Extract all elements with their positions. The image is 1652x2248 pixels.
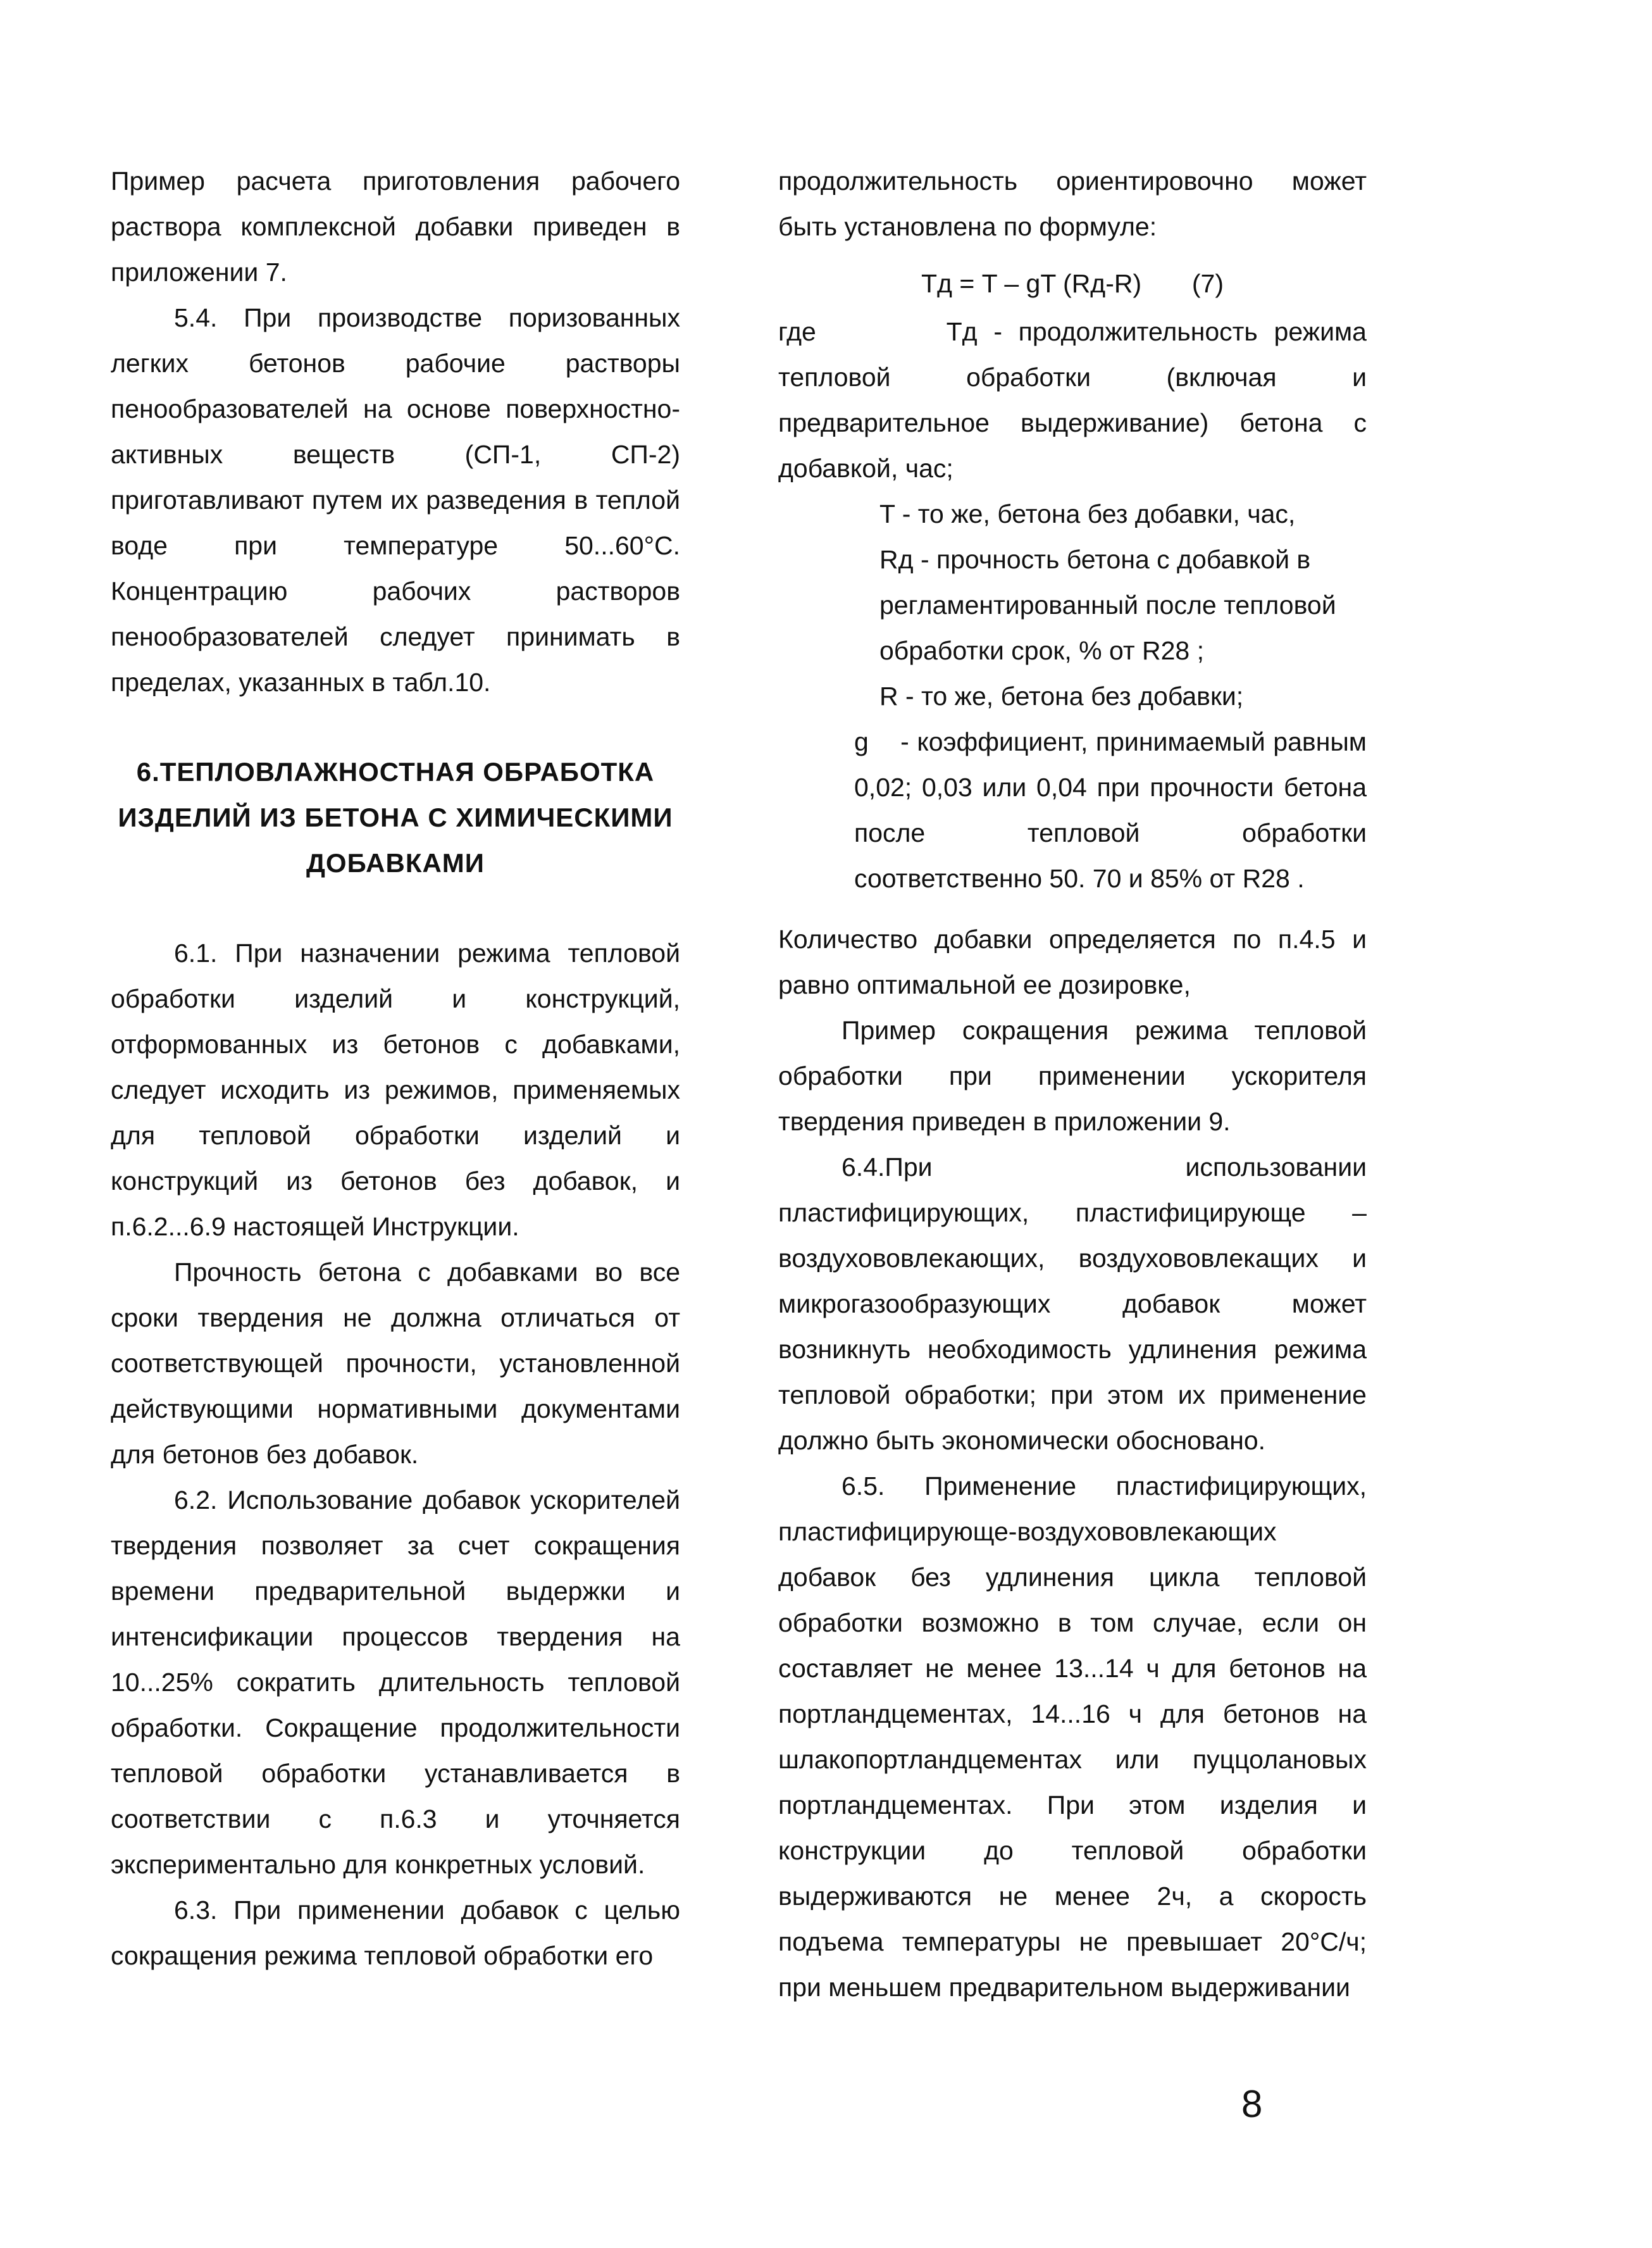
definition-t: T - то же, бетона без добавки, час, — [879, 499, 1296, 528]
paragraph-6-3: 6.3. При применении добавок с целью сокращения режима тепловой обработки его — [111, 1895, 680, 1970]
formula-expression: Tд = T – gT (Rд-R) — [921, 269, 1142, 298]
paragraph-strength: Прочность бетона с добавками во все сроки твердения не должна отличаться от соответствующей прочности, установленной действующими нормативными документами для бетонов без добавок. — [111, 1258, 680, 1469]
paragraph-example-9: Пример сокращения режима тепловой обработки при применении ускорителя твердения приведен в приложении 9. — [778, 1016, 1367, 1136]
formula-definitions — [778, 309, 1367, 901]
paragraph-6-1: 6.1. При назначении режима тепловой обработки изделий и конструкций, отформованных из бетонов с добавками, следует исходить из режимов, применяемых для тепловой обработки изделий и конструкций из бетонов без добавок, и п.6.2...6.9 настоящей Инструкции. — [111, 939, 680, 1241]
continuation-paragraph: продолжительность ориентировочно может быть установлена по формуле: — [778, 166, 1367, 241]
definition-td-symbol: Tд — [946, 317, 978, 346]
left-column — [111, 158, 680, 1978]
paragraph-amount: Количество добавки определяется по п.4.5 и равно оптимальной ее дозировке, — [778, 925, 1367, 999]
formula-number: (7) — [1191, 269, 1224, 298]
formula-7 — [778, 261, 1367, 306]
definition-where-label: где — [778, 317, 816, 346]
definition-td — [778, 309, 1367, 491]
definition-g-symbol: g — [854, 727, 869, 756]
definition-rd-text: - прочность бетона с добавкой в регламентированный после тепловой обработки срок, % от R28 ; — [879, 545, 1336, 665]
definition-rd-symbol: Rд — [879, 545, 914, 574]
definition-g-text: - коэффициент, принимаемый равным 0,02; 0,03 или 0,04 при прочности бетона после тепловой обработки соответственно 50. 70 и 85% от R28 . — [854, 727, 1367, 893]
paragraph-6-5: 6.5. Применение пластифицирующих, пластифицирующе-воздухововлекающих добавок без удлинения цикла тепловой обработки возможно в том случае, если он составляет не менее 13...14 ч для бетонов на портландцементах, 14...16 ч для бетонов на шлакопортландцементах или пуццолановых портландцементах. При этом изделия и конструкции до тепловой обработки выдерживаются не менее 2ч, а скорость подъема температуры не превышает 20°С/ч; при меньшем предварительном выдерживании — [778, 1471, 1367, 2002]
section-6-heading: 6.ТЕПЛОВЛАЖНОСТНАЯ ОБРАБОТКА ИЗДЕЛИЙ ИЗ БЕТОНА С ХИМИЧЕСКИМИ ДОБАВКАМИ — [118, 757, 673, 878]
definition-rd — [778, 537, 1367, 673]
definition-td-text: - продолжительность режима тепловой обработки (включая и предварительное выдерживание) бетона с добавкой, час; — [778, 317, 1367, 483]
definition-g — [778, 719, 1367, 901]
right-column — [778, 158, 1367, 2010]
paragraph-6-4: 6.4.При использовании пластифицирующих, пластифицирующе – воздухововлекающих, воздухововлекащих и микрогазообразующих добавок может возникнуть необходимость удлинения режима тепловой обработки; при этом их применение должно быть экономически обосновано. — [778, 1152, 1367, 1455]
definition-r: R - то же, бетона без добавки; — [879, 682, 1244, 711]
paragraph-6-2: 6.2. Использование добавок ускорителей твердения позволяет за счет сокращения времени предварительной выдержки и интенсификации процессов твердения на 10...25% сократить длительность тепловой обработки. Сокращение продолжительности тепловой обработки устанавливается в соответствии с п.6.3 и уточняется экспериментально для конкретных условий. — [111, 1485, 680, 1879]
page-number: 8 — [1241, 2083, 1263, 2125]
paragraph-5-4: 5.4. При производстве поризованных легких бетонов рабочие растворы пенообразователей на основе поверхностно-активных веществ (СП-1, СП-2) приготавливают путем их разведения в теплой воде при температуре 50...60°С. Концентрацию рабочих растворов пенообразователей следует принимать в пределах, указанных в табл.10. — [111, 303, 680, 697]
example-reference-paragraph: Пример расчета приготовления рабочего раствора комплексной добавки приведен в приложении 7. — [111, 166, 680, 287]
